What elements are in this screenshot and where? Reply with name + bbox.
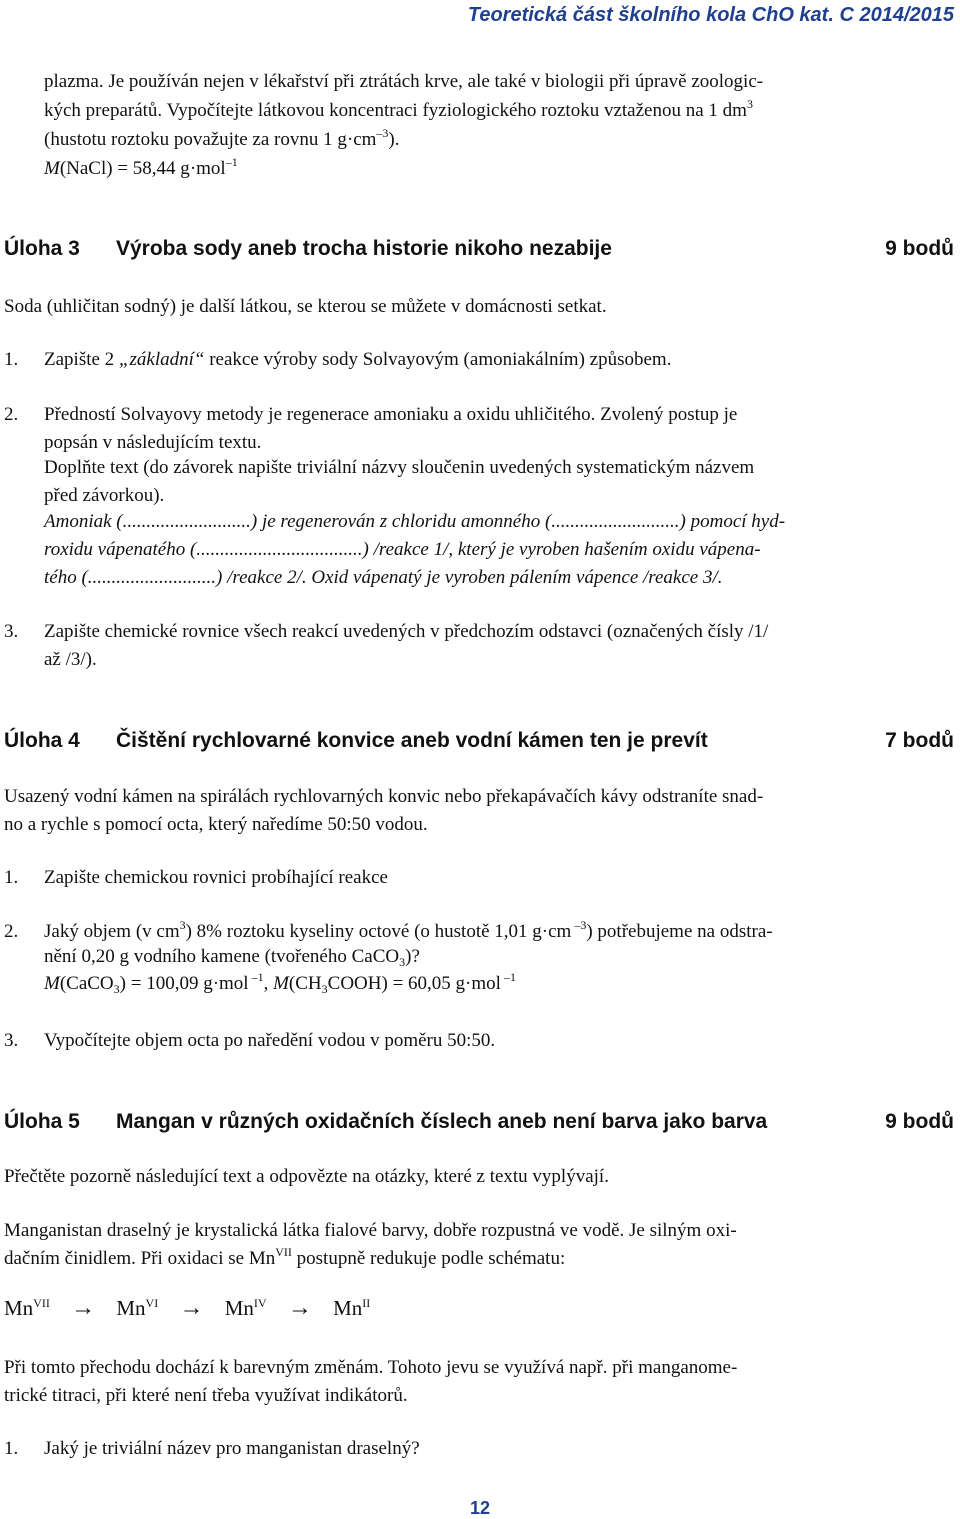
- task-5-points: 9 bodů: [885, 1110, 954, 1133]
- task-3-points: 9 bodů: [885, 237, 954, 260]
- task-5-number: Úloha 5: [4, 1110, 80, 1133]
- task-4-number: Úloha 4: [4, 729, 80, 752]
- page-number: 12: [469, 1498, 491, 1518]
- task-4-q2-line-2: nění 0,20 g vodního kamene (tvořeného CaCO$_3$)?: [44, 946, 420, 969]
- intro-line-2: kých preparátů. Vypočítejte látkovou koncentraci fyziologického roztoku vztaženou na 1 $dm^3$: [44, 97, 753, 121]
- intro-line-1: plazma. Je používán nejen v lékařství při ztrátách krve, ale také v biologii při úpravě zoologic-: [44, 71, 764, 92]
- arrow-icon: →: [71, 1295, 96, 1321]
- manganese-reduction-scheme: [4, 1295, 370, 1322]
- scheme-species-1: $Mn^{VII}$: [4, 1296, 50, 1320]
- task-3-title: Výroba sody aneb trocha historie nikoho nezabije: [116, 237, 612, 260]
- task-3-cloze-line-3: tého (...........................) /reakce 2/. Oxid vápenatý je vyroben pálením vápence /reakce 3/.: [44, 567, 723, 588]
- task-3-number: Úloha 3: [4, 237, 80, 260]
- task-3-q3-line-2: až /3/).: [44, 649, 97, 670]
- task-3-q2-line-4: před závorkou).: [44, 485, 165, 506]
- task-5-paragraph-1-line-2: dačním činidlem. Při oxidaci se $Mn^{VII}$ postupně redukuje podle schématu:: [4, 1245, 566, 1269]
- task-4-title: Čištění rychlovarné konvice aneb vodní kámen ten je prevít: [116, 729, 708, 752]
- task-5-intro: Přečtěte pozorně následující text a odpovězte na otázky, které z textu vyplývají.: [4, 1166, 609, 1187]
- task-4-points: 7 bodů: [885, 729, 954, 752]
- task-3-intro: Soda (uhličitan sodný) je další látkou, se kterou se můžete v domácnosti setkat.: [4, 296, 607, 317]
- task-4-intro-line-1: Usazený vodní kámen na spirálách rychlovarných konvic nebo překapávačích kávy odstraníte snad-: [4, 786, 764, 807]
- task-3-cloze-line-1: Amoniak (...........................) je regenerován z chloridu amonného (...........................) pomocí hyd-: [44, 511, 786, 532]
- task-3-q3-line-1: Zapište chemické rovnice všech reakcí uvedených v předchozím odstavci (označených čísly /1/: [44, 621, 769, 642]
- intro-line-3: (hustotu roztoku považujte za rovnu 1 $g\cdot cm^{-3}$).: [44, 126, 400, 150]
- task-3-q2-line-2: popsán v následujícím textu.: [44, 432, 262, 453]
- task-3-q2-line-3: Doplňte text (do závorek napište triviální názvy sloučenin uvedených systematickým názvem: [44, 457, 755, 478]
- task-4-molar-masses: M(CaCO$_3$) = 100,09 g·mol $^{-1}$, $M(CH_3COOH) = 60,05$ g·mol $^{-1}$: [44, 970, 516, 996]
- task-4-q1: Zapište chemickou rovnici probíhající reakce: [44, 867, 388, 888]
- task-3-q3-number: 3.: [4, 621, 19, 642]
- arrow-icon: →: [287, 1295, 312, 1321]
- task-5-q1: Jaký je triviální název pro manganistan draselný?: [44, 1438, 420, 1459]
- task-5-paragraph-1-line-1: Manganistan draselný je krystalická látka fialové barvy, dobře rozpustná ve vodě. Je silným oxi-: [4, 1220, 737, 1241]
- page-header: Teoretická část školního kola ChO kat. C 2014/2015: [467, 4, 954, 26]
- task-4-q3: Vypočítejte objem octa po naředění vodou v poměru 50:50.: [44, 1030, 496, 1051]
- task-5-paragraph-2-line-1: Při tomto přechodu dochází k barevným změnám. Tohoto jevu se využívá např. při manganome-: [4, 1357, 738, 1378]
- scheme-species-2: $Mn^{VI}$: [116, 1296, 159, 1320]
- task-3-cloze-line-2: roxidu vápenatého (...................................) /reakce 1/, který je vyroben hašením oxidu vápena-: [44, 539, 761, 560]
- task-4-q2-line-1: Jaký objem (v $cm^3$) 8% roztoku kyseliny octové (o hustotě 1,01 g·cm $^{-3}$) potřebujeme na odstra-: [44, 918, 773, 942]
- task-4-intro-line-2: no a rychle s pomocí octa, který naředíme 50:50 vodou.: [4, 814, 428, 835]
- task-3-q1: Zapište 2 „základní“ reakce výroby sody Solvayovým (amoniakálním) způsobem.: [44, 349, 672, 370]
- task-4-q1-number: 1.: [4, 867, 19, 888]
- molar-mass-nacl: M(NaCl) = 58,44 g·mol$^{-1}$: [44, 155, 238, 179]
- task-5-paragraph-2-line-2: trické titraci, při které není třeba využívat indikátorů.: [4, 1385, 408, 1406]
- task-5-q1-number: 1.: [4, 1438, 19, 1459]
- task-4-q3-number: 3.: [4, 1030, 19, 1051]
- arrow-icon: →: [179, 1295, 204, 1321]
- task-3-q1-number: 1.: [4, 349, 19, 370]
- task-3-q2-line-1: Předností Solvayovy metody je regenerace amoniaku a oxidu uhličitého. Zvolený postup je: [44, 404, 738, 425]
- scheme-species-3: $Mn^{IV}$: [224, 1296, 267, 1320]
- scheme-species-4: $Mn^{II}$: [333, 1296, 371, 1320]
- task-3-q2-number: 2.: [4, 404, 19, 425]
- task-4-q2-number: 2.: [4, 921, 19, 942]
- task-5-title: Mangan v různých oxidačních číslech aneb není barva jako barva: [116, 1110, 768, 1133]
